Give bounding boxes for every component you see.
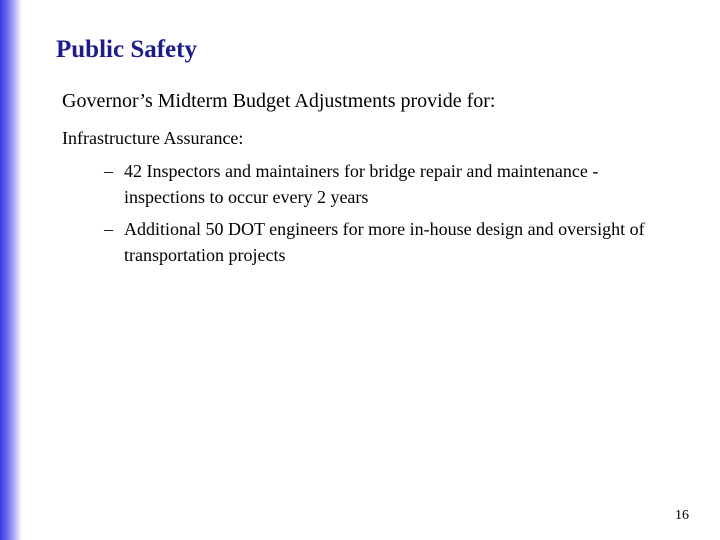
bullet-item xyxy=(104,158,664,210)
slide-title: Public Safety xyxy=(56,36,197,63)
intro-text: Governor’s Midterm Budget Adjustments provide for: xyxy=(62,90,496,112)
bullet-text: 42 Inspectors and maintainers for bridge repair and maintenance - inspections to occur every 2 years xyxy=(124,161,599,207)
bullet-item xyxy=(104,216,664,268)
dash-marker: – xyxy=(104,219,113,239)
page-number: 16 xyxy=(675,508,689,523)
dash-marker: – xyxy=(104,161,113,181)
bullet-text: Additional 50 DOT engineers for more in-house design and oversight of transportation projects xyxy=(124,219,645,265)
bullet-list xyxy=(104,158,664,274)
left-accent-bar xyxy=(0,0,22,540)
section-heading: Infrastructure Assurance: xyxy=(62,128,244,148)
